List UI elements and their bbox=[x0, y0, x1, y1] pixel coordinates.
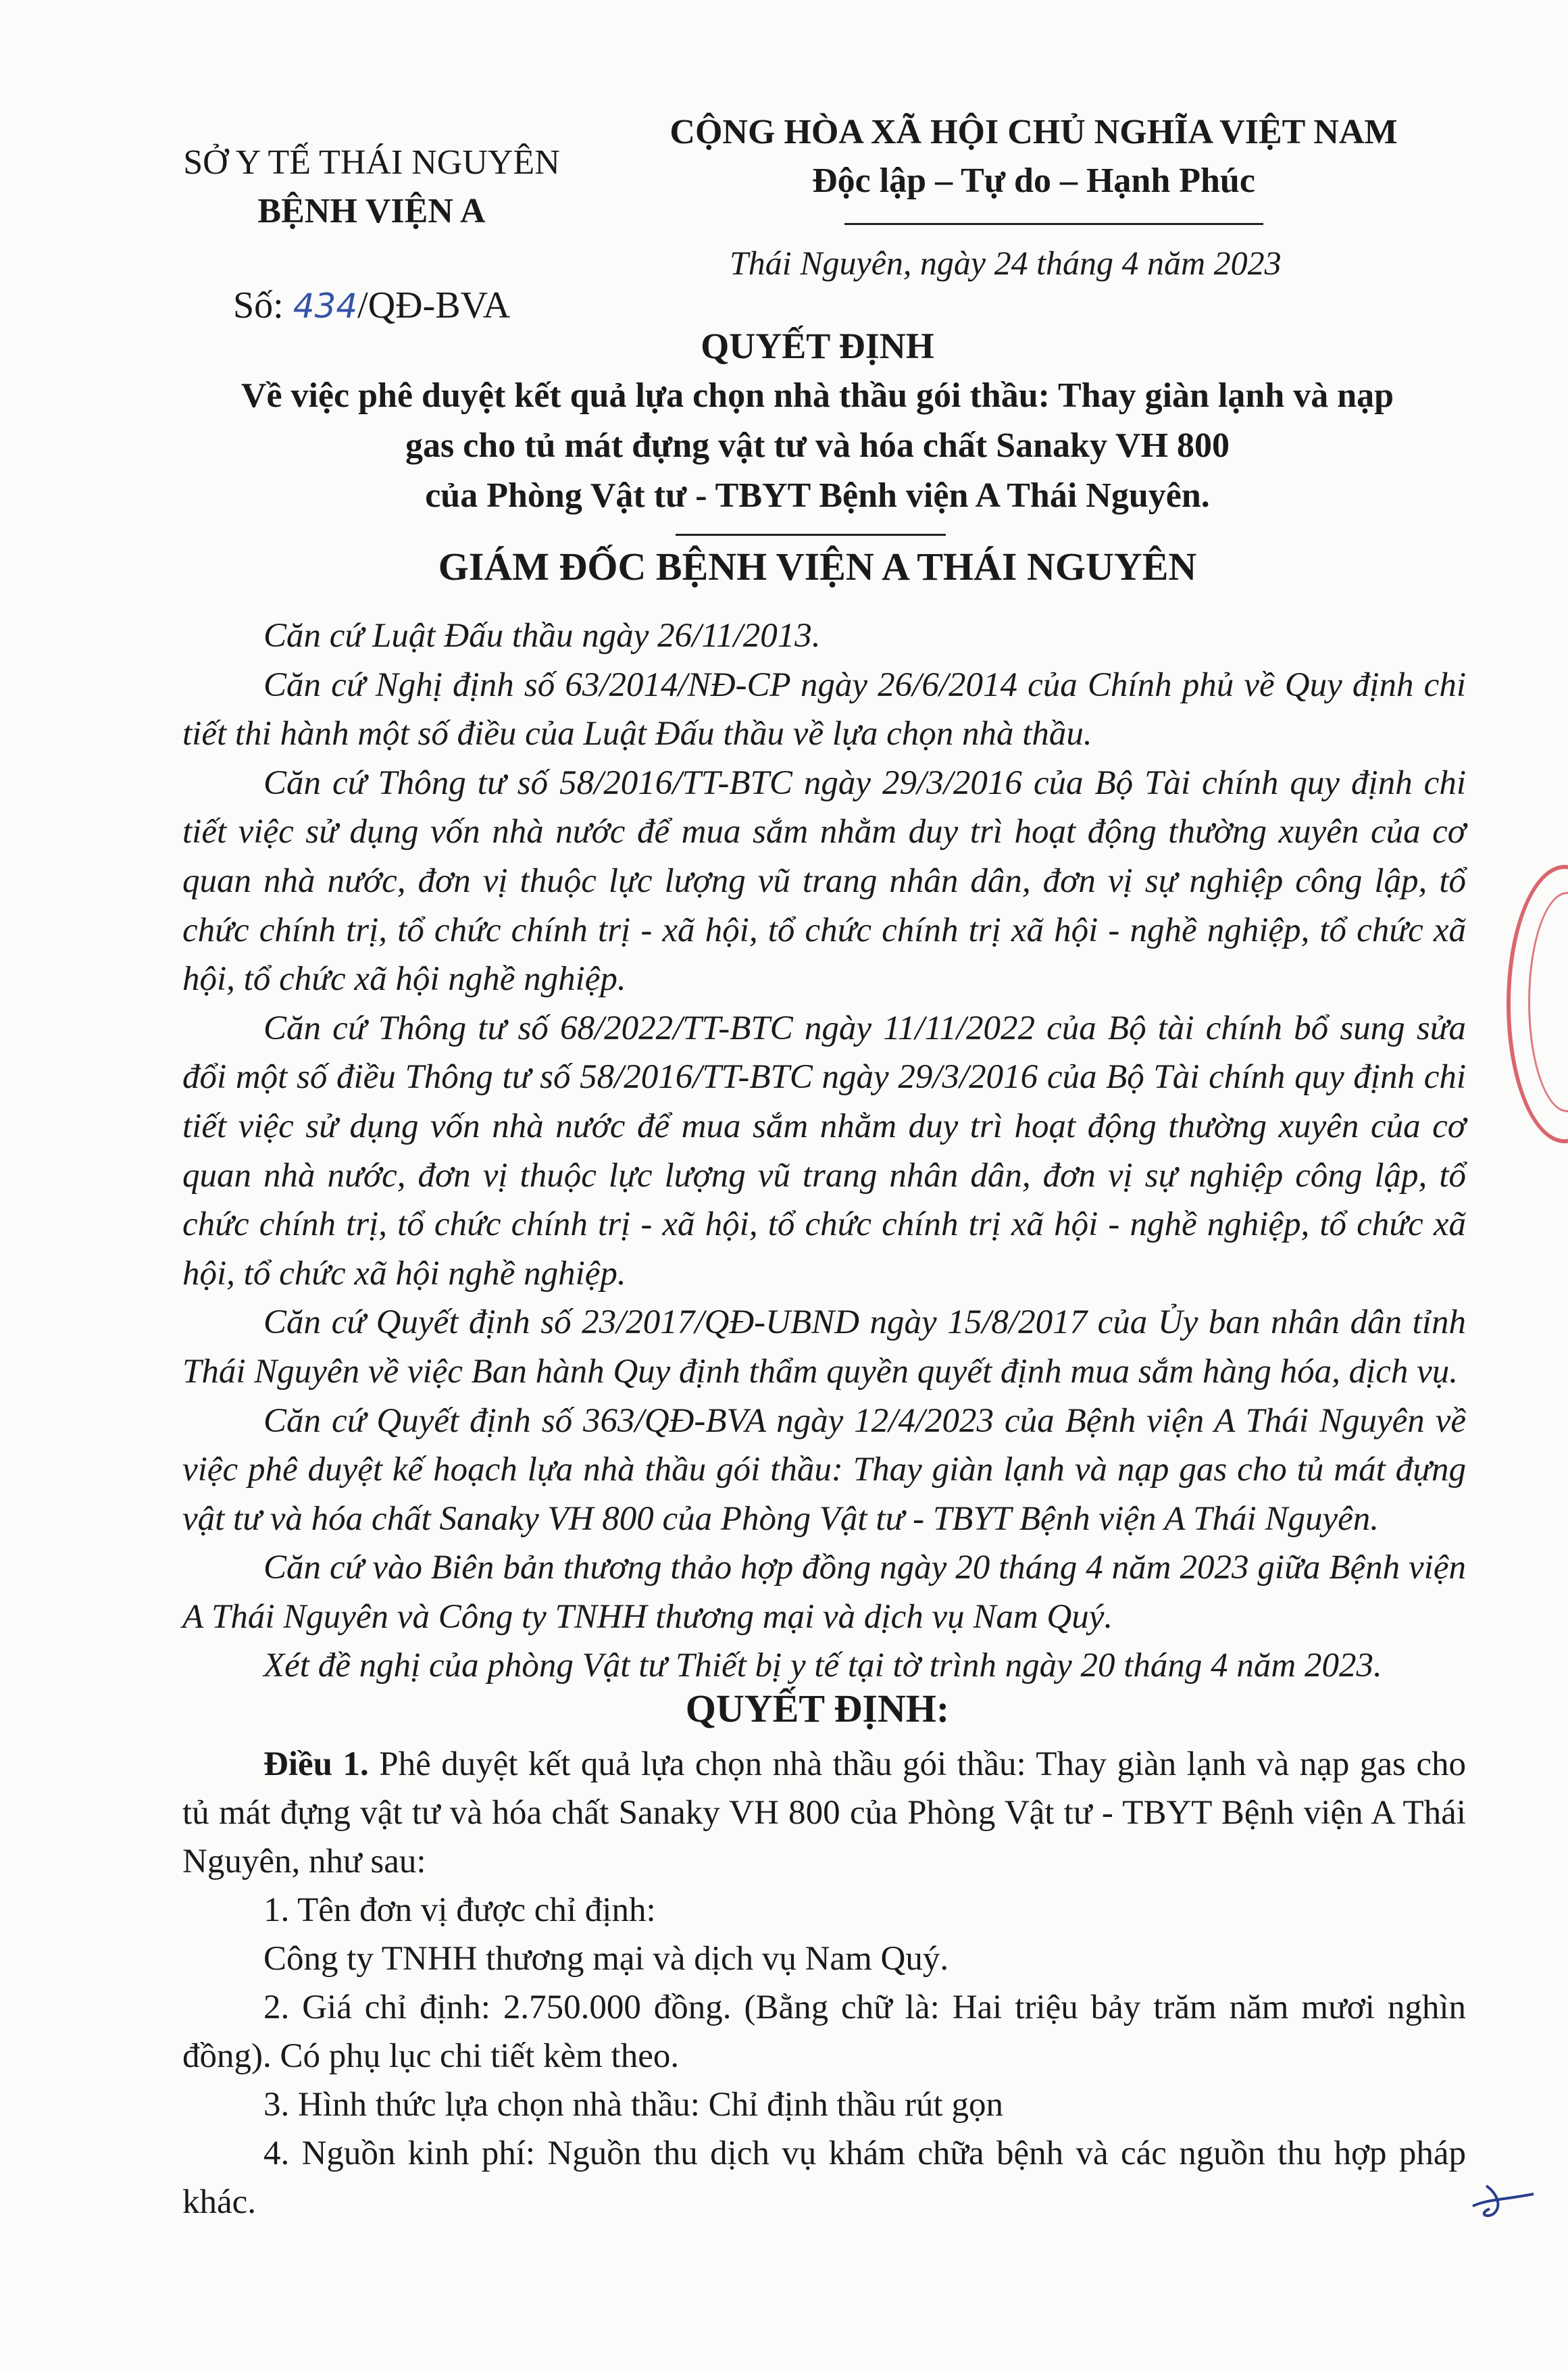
handwritten-number: 434 bbox=[293, 286, 358, 326]
issuing-unit: BỆNH VIỆN A bbox=[257, 192, 486, 230]
article-label: Điều 1. bbox=[263, 1745, 369, 1783]
motto-underline bbox=[844, 223, 1263, 225]
basis-item: Căn cứ vào Biên bản thương thảo hợp đồng ngày 20 tháng 4 năm 2023 giữa Bệnh viện A Thái Nguyên và Công ty TNHH thương mại và dịch vụ Nam Quý. bbox=[182, 1549, 1466, 1636]
article-text: Phê duyệt kết quả lựa chọn nhà thầu gói thầu: Thay giàn lạnh và nạp gas cho tủ mát đựng vật tư và hóa chất Sanaky VH 800 của Phòng Vật tư - TBYT Bệnh viện A Thái Nguyên, như sau: bbox=[182, 1745, 1466, 1880]
national-motto: Độc lập – Tự do – Hạnh Phúc bbox=[812, 161, 1255, 200]
decision-heading: QUYẾT ĐỊNH: bbox=[685, 1687, 950, 1730]
issuing-authority bbox=[162, 139, 581, 236]
subject-line-2: gas cho tủ mát đựng vật tư và hóa chất Sanaky VH 800 bbox=[405, 426, 1230, 465]
issuer-title: GIÁM ĐỐC BỆNH VIỆN A THÁI NGUYÊN bbox=[438, 545, 1197, 589]
place-date: Thái Nguyên, ngày 24 tháng 4 năm 2023 bbox=[730, 244, 1282, 282]
number-prefix: Số: bbox=[233, 284, 293, 326]
basis-item: Căn cứ Thông tư số 68/2022/TT-BTC ngày 11/11/2022 của Bộ tài chính bổ sung sửa đổi một số điều Thông tư số 58/2016/TT-BTC ngày 29/3/2016 của Bộ Tài chính quy định chi tiết việc sử dụng vốn nhà nước để mua sắm nhằm duy trì hoạt động thường xuyên của cơ quan nhà nước, đơn vị thuộc lực lượng vũ trang nhân dân, đơn vị sự nghiệp công lập, tổ chức chính trị, tổ chức chính trị - xã hội, tổ chức chính trị xã hội - nghề nghiệp, tổ chức xã hội, tổ chức xã hội nghề nghiệp. bbox=[182, 1009, 1466, 1293]
article-item: 3. Hình thức lựa chọn nhà thầu: Chỉ định thầu rút gọn bbox=[263, 2086, 1003, 2124]
article-item: 1. Tên đơn vị được chỉ định: bbox=[263, 1891, 656, 1929]
subject-line-1: Về việc phê duyệt kết quả lựa chọn nhà thầu gói thầu: Thay giàn lạnh và nạp bbox=[241, 376, 1394, 415]
basis-item: Căn cứ Luật Đấu thầu ngày 26/11/2013. bbox=[263, 617, 821, 655]
basis-item: Căn cứ Thông tư số 58/2016/TT-BTC ngày 29/3/2016 của Bộ Tài chính quy định chi tiết việc sử dụng vốn nhà nước để mua sắm nhằm duy trì hoạt động thường xuyên của cơ quan nhà nước, đơn vị thuộc lực lượng vũ trang nhân dân, đơn vị sự nghiệp công lập, tổ chức chính trị, tổ chức chính trị - xã hội, tổ chức chính trị xã hội - nghề nghiệp, tổ chức xã hội, tổ chức xã hội nghề nghiệp. bbox=[182, 764, 1466, 999]
article-item: Công ty TNHH thương mại và dịch vụ Nam Quý. bbox=[263, 1940, 949, 1978]
article-1-intro bbox=[182, 1740, 1466, 1886]
national-heading bbox=[649, 108, 1419, 205]
subject-line-3: của Phòng Vật tư - TBYT Bệnh viện A Thái Nguyên. bbox=[425, 476, 1210, 515]
country-name: CỘNG HÒA XÃ HỘI CHỦ NGHĨA VIỆT NAM bbox=[669, 113, 1398, 151]
article-item: 4. Nguồn kinh phí: Nguồn thu dịch vụ khám chữa bệnh và các nguồn thu hợp pháp khác. bbox=[182, 2135, 1466, 2221]
number-suffix: /QĐ-BVA bbox=[357, 284, 511, 326]
document-title bbox=[155, 321, 1480, 521]
initials-mark bbox=[1466, 2179, 1540, 2220]
basis-item: Căn cứ Quyết định số 23/2017/QĐ-UBND ngày 15/8/2017 của Ủy ban nhân dân tỉnh Thái Nguyên về việc Ban hành Quy định thẩm quyền quyết định mua sắm hàng hóa, dịch vụ. bbox=[182, 1303, 1466, 1391]
article-item: 2. Giá chỉ định: 2.750.000 đồng. (Bằng chữ là: Hai triệu bảy trăm năm mươi nghìn đồng). Có phụ lục chi tiết kèm theo. bbox=[182, 1989, 1466, 2075]
title-underline bbox=[676, 534, 946, 536]
basis-item: Căn cứ Nghị định số 63/2014/NĐ-CP ngày 26/6/2014 của Chính phủ về Quy định chi tiết thi hành một số điều của Luật Đấu thầu về lựa chọn nhà thầu. bbox=[182, 666, 1466, 753]
basis-item: Xét đề nghị của phòng Vật tư Thiết bị y tế tại tờ trình ngày 20 tháng 4 năm 2023. bbox=[263, 1647, 1382, 1685]
document-type: QUYẾT ĐỊNH bbox=[701, 326, 934, 366]
parent-agency: SỞ Y TẾ THÁI NGUYÊN bbox=[183, 143, 560, 182]
article-1 bbox=[182, 1740, 1466, 2226]
legal-basis bbox=[182, 612, 1466, 1691]
basis-item: Căn cứ Quyết định số 363/QĐ-BVA ngày 12/4/2023 của Bệnh viện A Thái Nguyên về việc phê duyệt kế hoạch lựa nhà thầu gói thầu: Thay giàn lạnh và nạp gas cho tủ mát đựng vật tư và hóa chất Sanaky VH 800 của Phòng Vật tư - TBYT Bệnh viện A Thái Nguyên. bbox=[182, 1401, 1466, 1538]
